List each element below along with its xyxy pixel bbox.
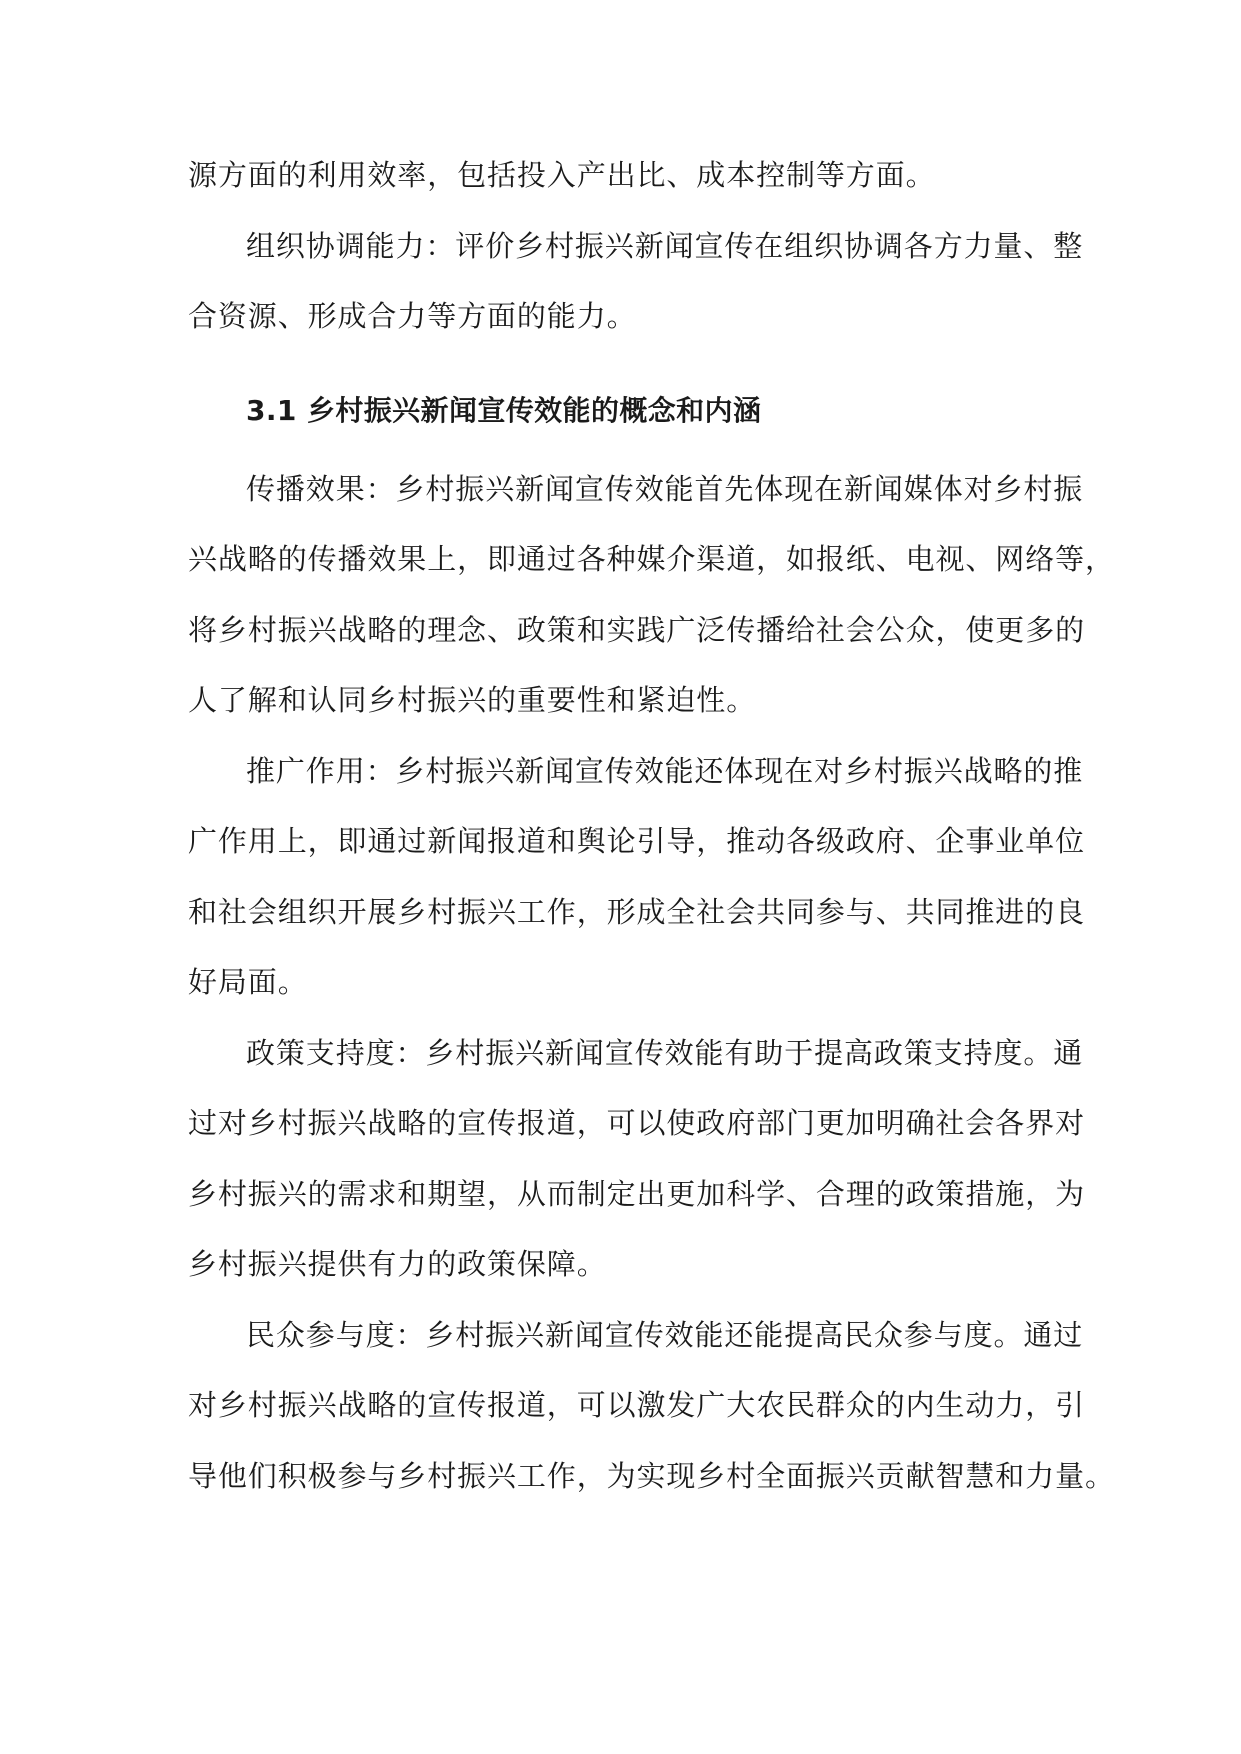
text-line: 广作用上，即通过新闻报道和舆论引导，推动各级政府、企事业单位 — [188, 824, 1086, 858]
text-line: 推广作用：乡村振兴新闻宣传效能还体现在对乡村振兴战略的推 — [246, 753, 1084, 788]
section-heading: 3.1 乡村振兴新闻宣传效能的概念和内涵 — [246, 393, 762, 427]
text-line: 兴战略的传播效果上，即通过各种媒介渠道，如报纸、电视、网络等， — [188, 542, 1115, 576]
text-line: 人了解和认同乡村振兴的重要性和紧迫性。 — [188, 683, 757, 717]
document-page — [188, 140, 1115, 1511]
text-line: 政策支持度：乡村振兴新闻宣传效能有助于提高政策支持度。通 — [246, 1035, 1084, 1070]
text-line: 源方面的利用效率，包括投入产出比、成本控制等方面。 — [188, 158, 936, 192]
text-line: 组织协调能力：评价乡村振兴新闻宣传在组织协调各方力量、整 — [246, 228, 1084, 263]
text-line: 过对乡村振兴战略的宣传报道，可以使政府部门更加明确社会各界对 — [188, 1106, 1086, 1140]
text-line: 对乡村振兴战略的宣传报道，可以激发广大农民群众的内生动力，引 — [188, 1388, 1086, 1422]
text-line: 将乡村振兴战略的理念、政策和实践广泛传播给社会公众，使更多的 — [188, 612, 1086, 647]
text-line: 和社会组织开展乡村振兴工作，形成全社会共同参与、共同推进的良 — [188, 894, 1086, 929]
text-line: 民众参与度：乡村振兴新闻宣传效能还能提高民众参与度。通过 — [246, 1317, 1084, 1352]
text-line: 传播效果：乡村振兴新闻宣传效能首先体现在新闻媒体对乡村振 — [246, 471, 1084, 506]
text-line: 导他们积极参与乡村振兴工作，为实现乡村全面振兴贡献智慧和力量。 — [188, 1458, 1115, 1493]
text-line: 合资源、形成合力等方面的能力。 — [188, 299, 637, 333]
text-line: 好局面。 — [188, 965, 308, 999]
text-line: 乡村振兴的需求和期望，从而制定出更加科学、合理的政策措施，为 — [188, 1176, 1086, 1211]
text-line: 乡村振兴提供有力的政策保障。 — [188, 1247, 607, 1281]
